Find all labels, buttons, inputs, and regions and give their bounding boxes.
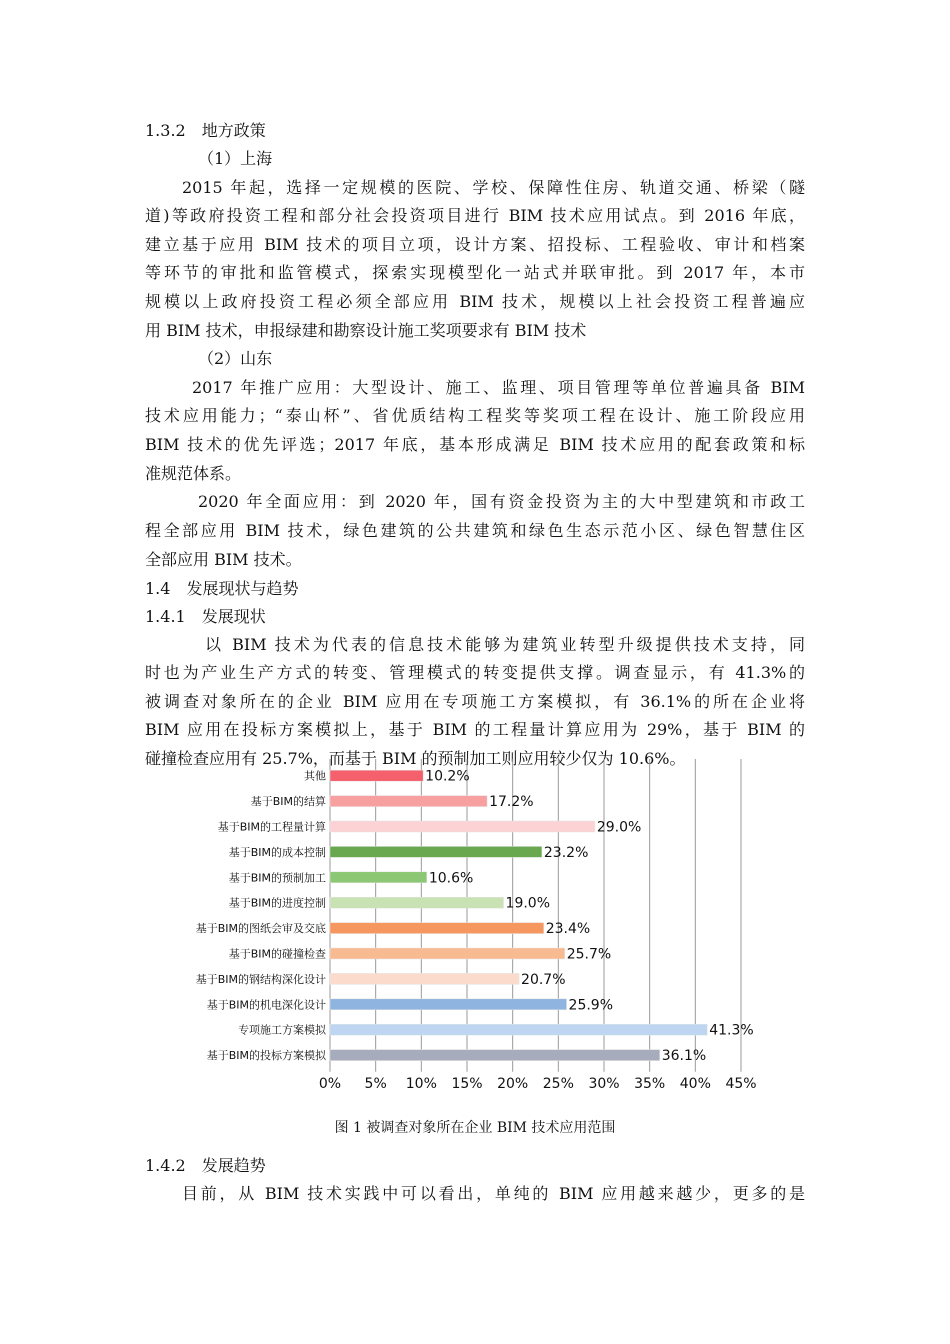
section-heading-1-4-2: 1.4.2 发展趋势 <box>145 1156 266 1175</box>
x-tick-label: 30% <box>588 1075 620 1092</box>
paragraph-line: 时也为产业生产方式的转变、管理模式的转变提供支撑。调查显示，有 41.3%的 <box>145 663 805 682</box>
bar <box>330 948 565 959</box>
category-label: 基于BIM的成本控制 <box>228 845 326 859</box>
data-label: 10.6% <box>428 870 474 887</box>
paragraph-line: 碰撞检查应用有 25.7%，而基于 BIM 的预制加工则应用较少仅为 10.6%。 <box>145 749 686 768</box>
x-tick-label: 0% <box>318 1075 342 1092</box>
paragraph-line: 被调查对象所在的企业 BIM 应用在专项施工方案模拟，有 36.1%的所在企业将 <box>145 692 805 711</box>
bar <box>330 1050 660 1061</box>
data-label: 29.0% <box>596 819 642 836</box>
data-label: 25.7% <box>566 946 612 963</box>
x-tick-label: 20% <box>497 1075 529 1092</box>
x-tick-label: 25% <box>542 1075 574 1092</box>
bar <box>330 923 544 934</box>
x-tick-label: 40% <box>679 1075 711 1092</box>
paragraph-line: 准规范体系。 <box>145 464 242 483</box>
paragraph-line: 全部应用 BIM 技术。 <box>145 550 302 569</box>
data-label: 23.4% <box>545 921 591 938</box>
paragraph-line: 用 BIM 技术，申报绿建和勘察设计施工奖项要求有 BIM 技术 <box>145 321 587 340</box>
section-heading-1-4: 1.4 发展现状与趋势 <box>145 579 299 598</box>
x-tick-label: 15% <box>451 1075 483 1092</box>
paragraph-line: 程全部应用 BIM 技术，绿色建筑的公共建筑和绿色生态示范小区、绿色智慧住区 <box>145 521 805 540</box>
data-label: 10.2% <box>425 768 470 785</box>
bim-usage-bar-chart <box>145 755 795 1100</box>
x-tick-label: 45% <box>725 1075 757 1092</box>
subheading-shanghai: （1）上海 <box>198 149 273 168</box>
category-label: 基于BIM的工程量计算 <box>217 820 326 834</box>
category-label: 其他 <box>304 769 326 783</box>
bar <box>330 872 427 883</box>
data-label: 41.3% <box>709 1022 754 1039</box>
bar <box>330 770 423 781</box>
data-label: 36.1% <box>661 1048 707 1065</box>
paragraph-line: 规模以上政府投资工程必须全部应用 BIM 技术，规模以上社会投资工程普遍应 <box>145 292 805 311</box>
paragraph-line: 2017 年推广应用：大型设计、施工、监理、项目管理等单位普遍具备 BIM <box>192 378 805 397</box>
category-label: 基于BIM的图纸会审及交底 <box>195 922 326 936</box>
category-label: 基于BIM的钢结构深化设计 <box>195 972 326 986</box>
data-label: 17.2% <box>489 794 534 811</box>
x-tick-label: 35% <box>634 1075 666 1092</box>
paragraph-line: BIM 技术的优先评选；2017 年底，基本形成满足 BIM 技术应用的配套政策和标 <box>145 435 805 454</box>
data-label: 25.9% <box>568 997 614 1014</box>
x-tick-label: 10% <box>405 1075 437 1092</box>
paragraph-line: 2015 年起，选择一定规模的医院、学校、保障性住房、轨道交通、桥梁（隧 <box>182 178 805 197</box>
figure-caption: 图 1 被调查对象所在企业 BIM 技术应用范围 <box>334 1120 616 1136</box>
category-label: 基于BIM的进度控制 <box>228 896 326 910</box>
category-label: 基于BIM的预制加工 <box>228 871 326 885</box>
paragraph-line: 以 BIM 技术为代表的信息技术能够为建筑业转型升级提供技术支持，同 <box>205 635 805 654</box>
subheading-shandong: （2）山东 <box>198 349 273 368</box>
category-label: 基于BIM的碰撞检查 <box>228 947 326 961</box>
bar <box>330 821 595 832</box>
paragraph-line: 等环节的审批和监管模式，探索实现模型化一站式并联审批。到 2017 年，本市 <box>145 263 805 282</box>
bar <box>330 796 487 807</box>
data-label: 19.0% <box>505 895 551 912</box>
section-heading-1-4-1: 1.4.1 发展现状 <box>145 607 266 626</box>
data-label: 23.2% <box>543 844 589 861</box>
category-label: 基于BIM的机电深化设计 <box>206 998 326 1012</box>
bar <box>330 897 504 908</box>
paragraph-line: 建立基于应用 BIM 技术的项目立项，设计方案、招投标、工程验收、审计和档案 <box>145 235 805 254</box>
paragraph-line: 技术应用能力；“泰山杯”、省优质结构工程奖等奖项工程在设计、施工阶段应用 <box>145 406 805 425</box>
paragraph-line: 道)等政府投资工程和部分社会投资项目进行 BIM 技术应用试点。到 2016 年底， <box>145 206 805 225</box>
bar <box>330 1024 707 1035</box>
paragraph-line: BIM 应用在投标方案模拟上，基于 BIM 的工程量计算应用为 29%，基于 BIM 的 <box>145 720 805 739</box>
section-heading-1-3-2: 1.3.2 地方政策 <box>145 121 266 140</box>
category-label: 基于BIM的投标方案模拟 <box>206 1049 326 1063</box>
paragraph-line: 2020 年全面应用：到 2020 年，国有资金投资为主的大中型建筑和市政工 <box>198 492 805 511</box>
data-label: 20.7% <box>521 971 566 988</box>
bar <box>330 999 567 1010</box>
category-label: 专项施工方案模拟 <box>238 1023 326 1037</box>
category-label: 基于BIM的结算 <box>250 795 326 809</box>
bar <box>330 973 519 984</box>
x-tick-label: 5% <box>364 1075 387 1092</box>
paragraph-trend-line: 目前，从 BIM 技术实践中可以看出，单纯的 BIM 应用越来越少，更多的是 <box>182 1184 805 1203</box>
bar <box>330 846 542 857</box>
